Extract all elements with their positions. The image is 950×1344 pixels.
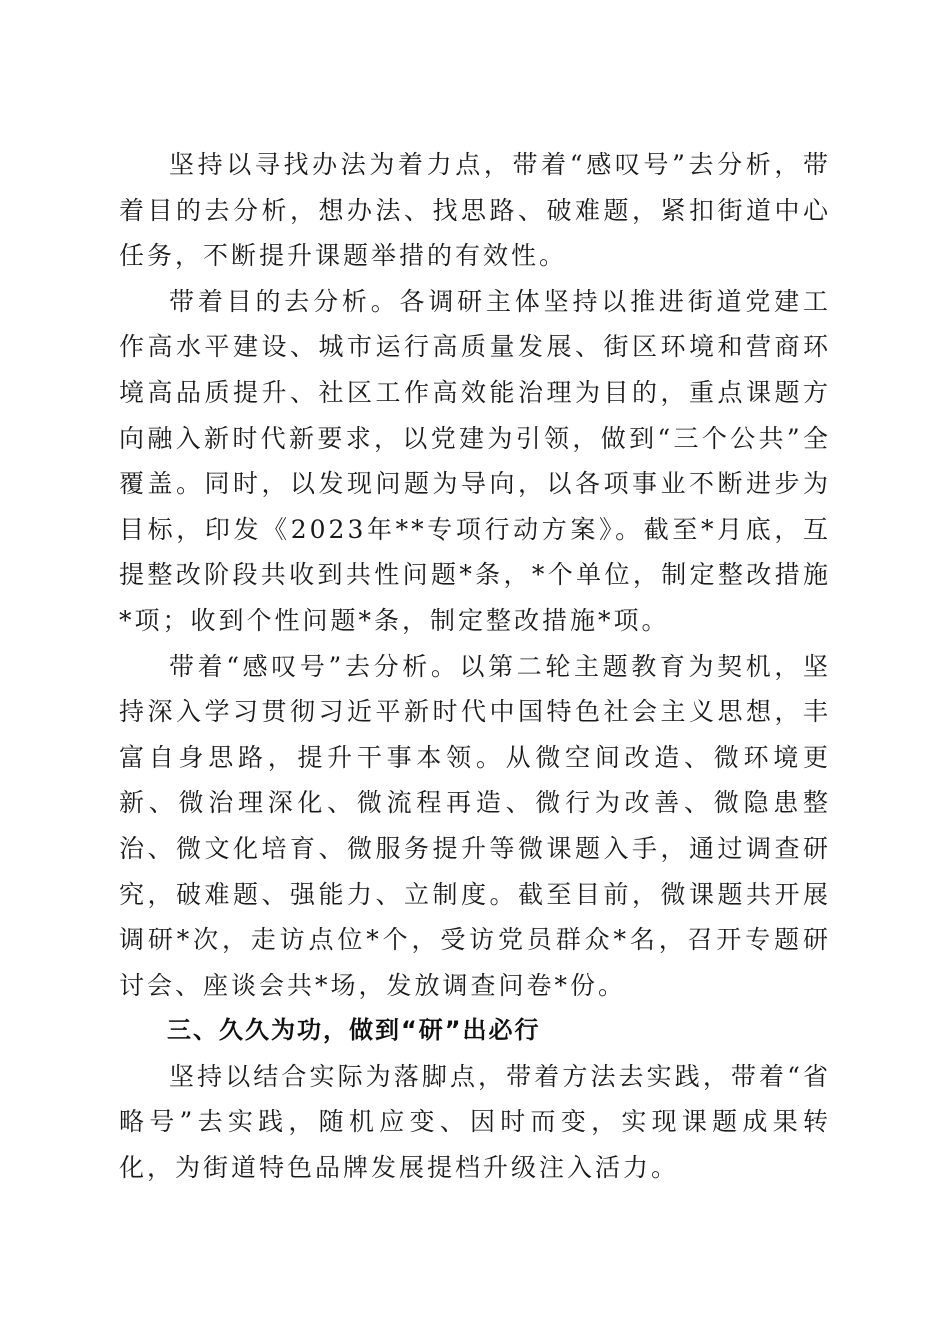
paragraph-intro: 坚持以寻找办法为着力点，带着“感叹号”去分析，带着目的去分析，想办法、找思路、破难题，紧扣街道中心任务，不断提升课题举措的有效性。 — [119, 150, 831, 271]
document-body — [119, 142, 831, 1191]
paragraph-closing: 坚持以结合实际为落脚点，带着方法去实践，带着“省略号”去实践，随机应变、因时而变，实现课题成果转化，为街道特色品牌发展提档升级注入活力。 — [119, 1061, 831, 1183]
paragraph-exclamation-analysis: 带着“感叹号”去分析。以第二轮主题教育为契机，坚持深入学习贯彻习近平新时代中国特色社会主义思想，丰富自身思路，提升干事本领。从微空间改造、微环境更新、微治理深化、微流程再造、微行为改善、微隐患整治、微文化培育、微服务提升等微课题入手，通过调查研究，破难题、强能力、立制度。截至目前，微课题共开展调研*次，走访点位*个，受访党员群众*名，召开专题研讨会、座谈会共*场，发放调查问卷*份。 — [119, 651, 831, 1000]
section-heading: 三、久久为功，做到“研”出必行 — [167, 1016, 541, 1045]
paragraph-purpose-analysis: 带着目的去分析。各调研主体坚持以推进街道党建工作高水平建设、城市运行高质量发展、街区环境和营商环境高品质提升、社区工作高效能治理为目的，重点课题方向融入新时代新要求，以党建为引领，做到“三个公共”全覆盖。同时，以发现问题为导向，以各项事业不断进步为目标，印发《2023年**专项行动方案》。截至*月底，互提整改阶段共收到共性问题*条，*个单位，制定整改措施*项；收到个性问题*条，制定整改措施*项。 — [119, 286, 831, 635]
